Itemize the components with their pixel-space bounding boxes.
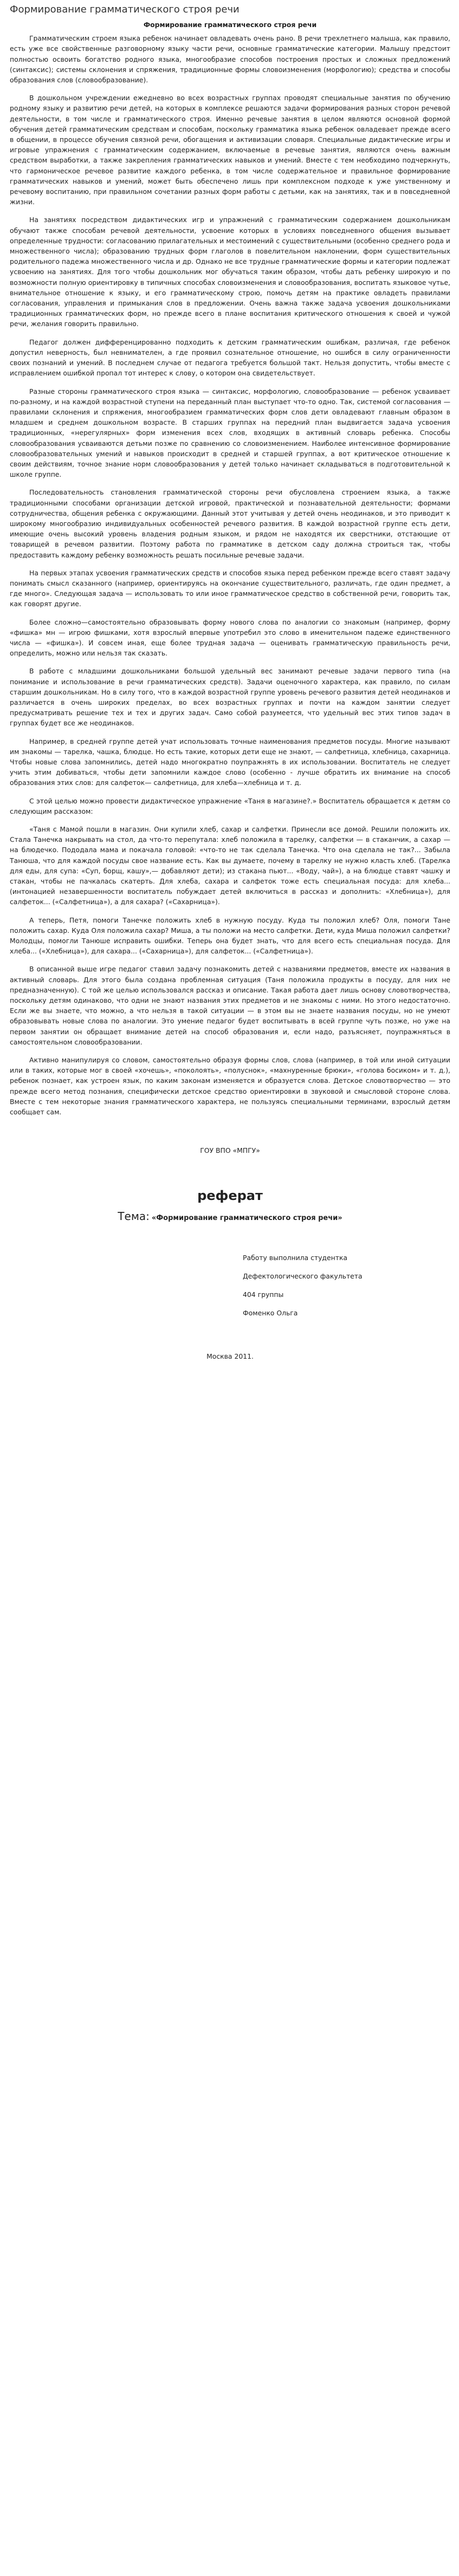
topic-line [10, 1211, 450, 1223]
referat-title: реферат [197, 1188, 263, 1203]
paragraph: В работе с младшими дошкольниками большой удельный вес занимают речевые задачи первого типа (на понимание и использование в речи грамматических средств). Задачи оценочного характера, как правило, по силам старшим дошкольникам. Но в силу того, что в каждой возрастной группе уровень речевого развития детей неодинаков и различается в очень широких пределах, во всех возрастных группах и почти на каждом занятии следует предусматривать решение тех и тех и других задач. Само собой разумеется, что удельный вес этих типов задач в группах будет все же неодинаков. [10, 667, 450, 728]
organization-name: ГОУ ВПО «МПГУ» [200, 1146, 260, 1155]
paragraph: В дошкольном учреждении ежедневно во всех возрастных группах проводят специальные занятия по обучению родному языку и развитию речи детей, на которых в комплексе решаются задачи формирования разных сторон речевой деятельности, в том числе и грамматического строя. Именно речевые занятия в целом являются основной формой обучения детей грамматическим средствам и способам, поскольку грамматика языка ребенок овладевает прежде всего в общении, в процессе обучения связной речи, обогащения и активизации словаря. Специальные дидактические игры и игровые упражнения с грамматическим содержанием, включаемые в речевые занятия, являются очень важным средством выработки, а также закрепления грамматических навыков и умений. Вместе с тем необходимо подчеркнуть, что гармоническое речевое развитие каждого ребенка, в том числе содержательное и правильное формирование грамматических навыков и умений, может быть обеспечено лишь при комплексном подходе к уже умственному и речевому воспитанию, при правильном сочетании разных форм работы с детьми, как на занятиях, так и в повседневной жизни. [10, 94, 450, 206]
paragraph: Активно манипулируя со словом, самостоятельно образуя формы слов, слова (например, в той или иной ситуации или в таких, которые мог в своей «хочешь», «поколоять», «полуснок», «махнуренные брюки», «голова босиком» и т. д.), ребенок познает, как устроен язык, по каким законам изменяется и образуется слова. Детское словотворчество — это прежде всего метод познания, специфически детское средство ориентировки в звуковой и смысловой стороне слова. Вместе с тем некоторые знания грамматического характера, не пользуясь специальными терминами, взрослый детям сообщает сам. [10, 1056, 450, 1117]
author-block [243, 1253, 384, 1319]
author-line: Работу выполнила студентка [243, 1253, 348, 1262]
paragraph: В описанной выше игре педагог ставил задачу познакомить детей с названиями предметов, вместе их названия в активный словарь. Для этого была создана проблемная ситуация (Таня положила продукты в посуду, для них не предназначенную). С той же целью использовался рассказ и описание. Такая работа дает лишь основу словотворчества, поскольку детям одинаково, что одни не знают названия этих предметов и не знакомы с ними. Но этого недостаточно. Если же вы знаете, что можно, а что нельзя в такой ситуации — в этом вы не знаете названия посуды, но не умеют образовывать новые слова по аналогии. Это умение педагог будет воспитывать в всей группе чуть позже, но уже на первом занятии он обращает внимание детей на способ образования и, если надо, разъясняет, поупражняться в самостоятельном словообразовании. [10, 965, 450, 1046]
topic-label: Тема: [118, 1209, 150, 1223]
paragraph: Последовательность становления грамматической стороны речи обусловлена строением языка, а также традиционными способами организации детской игровой, практической и познавательной деятельности; формами сотрудничества, общения ребенка с окружающими. Данный этот учитывая у детей очень неодинаков, и это приводит к широкому многообразию индивидуальных особенностей речевого развития. В каждой возрастной группе есть дети, имеющие очень высокий уровень владения родным языком, и рядом не находятся их сверстники, отстающие от товарищей в речевом развитии. Поэтому работа по грамматике в детском саду должна строиться так, чтобы предоставить каждому ребенку возможность решать посильные речевые задачи. [10, 488, 450, 559]
paragraph: На первых этапах усвоения грамматических средств и способов языка перед ребенком прежде всего ставят задачу понимать смысл сказанного (например, ориентируясь на окончание существительного, различать, где один предмет, а где много». Следующая задача — использовать то или иное грамматическое средство в собственной речи, говорить так, как говорят другие. [10, 568, 450, 608]
author-line: 404 группы [243, 1290, 284, 1299]
paragraph: Более сложно—самостоятельно образовывать форму нового слова по аналогии со знакомым (например, форму «фишка» мн — игрою фишками, хотя взрослый впервые употребил это слово в именительном падеже единственного числа — «фишка»). И совсем иная, еще более трудная задача — оценивать грамматическую правильность речи, определить, можно или нельзя так сказать. [10, 618, 450, 658]
paragraph: Педагог должен дифференцированно подходить к детским грамматическим ошибкам, различая, где ребенок допустил неверность, был невнимателен, а где проявил сознательное отношение, но ошибся в силу ограниченности своих познаний и умений. В последнем случае от педагога требуется большой такт. Нельзя допустить, чтобы вместе с исправлением ошибкой пропал тот интерес к слову, о котором она свидетельствует. [10, 338, 450, 378]
topic-text: «Формирование грамматического строя речи» [151, 1214, 342, 1222]
author-line: Дефектологического факультета [243, 1271, 363, 1280]
title-page [10, 1145, 450, 1361]
city-year: Москва 2011. [206, 1352, 254, 1360]
page-title: Формирование грамматического строя речи [10, 4, 240, 15]
paragraph: Например, в средней группе детей учат использовать точные наименования предметов посуды. Многие называют им знакомы — тарелка, чашка, блюдце. Но есть такие, которых дети еще не знают, — салфетница, хлебница, сахарница. Чтобы новые слова запомнились, детей надо многократно поупражнять в их использовании. Воспитатель не следует учить этим добиваться, чтобы дети запомнили каждое слово (особенно - лучше обратить их внимание на способ образования этих слов: для салфеток— салфетница, для хлеба—хлебница и т. д. [10, 737, 450, 787]
paragraph: На занятиях посредством дидактических игр и упражнений с грамматическим содержанием дошкольникам обучают также способам речевой деятельности, усвоение которых в условиях повседневного общения вызывает определенные трудности: согласованию прилагательных и местоимений с существительными (особенно среднего рода и множественного числа); образованию трудных форм глаголов в повелительном наклонении, форм существительных родительного падежа множественного числа и др. Однако не все трудные грамматические формы и категории подлежат усвоению на занятиях. Для того чтобы дошкольник мог обучаться таким образом, чтобы дать ребенку широкую и по возможности полную ориентировку в типичных способах словоизменения и словообразования, воспитать языковое чутье, внимательное отношение к языку, и его грамматическому строю, помочь детям на практике овладеть правилами согласования, управления и примыкания слов в предложении. Очень важна также задача усвоения дошкольниками традиционных грамматических форм, но прежде всего в плане воспитания критического отношения к своей и чужой речи, желания говорить правильно. [10, 216, 450, 328]
paragraph: С этой целью можно провести дидактическое упражнение «Таня в магазине?.» Воспитатель обращается к детям со следующим рассказом: [10, 796, 450, 815]
paragraph: А теперь, Петя, помоги Танечке положить хлеб в нужную посуду. Куда ты положил хлеб? Оля, помоги Тане положить сахар. Куда Оля положила сахар? Миша, а ты положи на место салфетки. Дети, куда Миша положил салфетки? Молодцы, помогли Танюше исправить ошибки. Теперь она будет знать, что для всего есть специальная посуда. Для хлеба... («Хлебница»), для сахара... («Сахарница»), для салфеток... («Салфетница»). [10, 916, 450, 956]
paragraph: Разные стороны грамматического строя языка — синтаксис, морфологию, словообразование — ребенок усваивает по-разному, и на каждой возрастной ступени на переданный план выступает что-то одно. Так, системой согласования — правилами склонения и спряжения, многообразием грамматических форм слов дети овладевают главным образом в младшем и среднем дошкольном возрасте. В старших группах на передний план выдвигается задача усвоения традиционных, «нерегулярных» форм изменения всех слов, входящих в активный словарь ребенка. Способы словообразования усваиваются детьми позже по сравнению со словоизменением. Наиболее интенсивное формирование словообразовательных умений и навыков происходит в средней и старшей группах, а вот критическое отношение к своим действиям, точное знание норм словообразования у детей только начинает складываться в подготовительной к школе группе. [10, 387, 450, 479]
spacer [10, 1125, 450, 1145]
section-heading: Формирование грамматического строя речи [143, 21, 317, 29]
paragraph: Грамматическим строем языка ребенок начинает овладевать очень рано. В речи трехлетнего малыша, как правило, есть уже все свойственные разговорному языку части речи, основные грамматические категории. Малышу предстоит полностью освоить богатство родного языка, многообразие способов построения простых и сложных предложений (синтаксис); системы склонения и спряжения, традиционные формы словоизменения (морфологию); средства и способы образования слов (словообразование). [10, 34, 450, 85]
author-line: Фоменко Ольга [243, 1309, 298, 1318]
paragraph: «Таня с Мамой пошли в магазин. Они купили хлеб, сахар и салфетки. Принесли все домой. Решили положить их. Стала Танечка накрывать на стол, да что-то перепутала: хлеб положила в тарелку, салфетки — в стаканчик, а сахар — на блюдечко. Пододала мама и покачала головой: «что-то не так сделала Танечка. Что она сделала не так?... Забыла Танюша, что для каждой посуды свое название есть. Как вы думаете, почему в тарелку не нужно класть хлеб. (Тарелка для еды, для супа: «Суп, борщ, кашу»,— добавляют дети); из стакана пьют... «Воду, чай»), а на блюдце ставят чашку и стакан, чтобы не пачкалась скатерть. Для хлеба, сахара и салфеток тоже есть специальная посуда: для хлеба... (интонацией незавершенности воспитатель побуждает детей включиться в рассказ и дополнить: «Хлебница»), для салфеток... («Салфетница»), а для сахара? («Сахарница»). [10, 825, 450, 906]
